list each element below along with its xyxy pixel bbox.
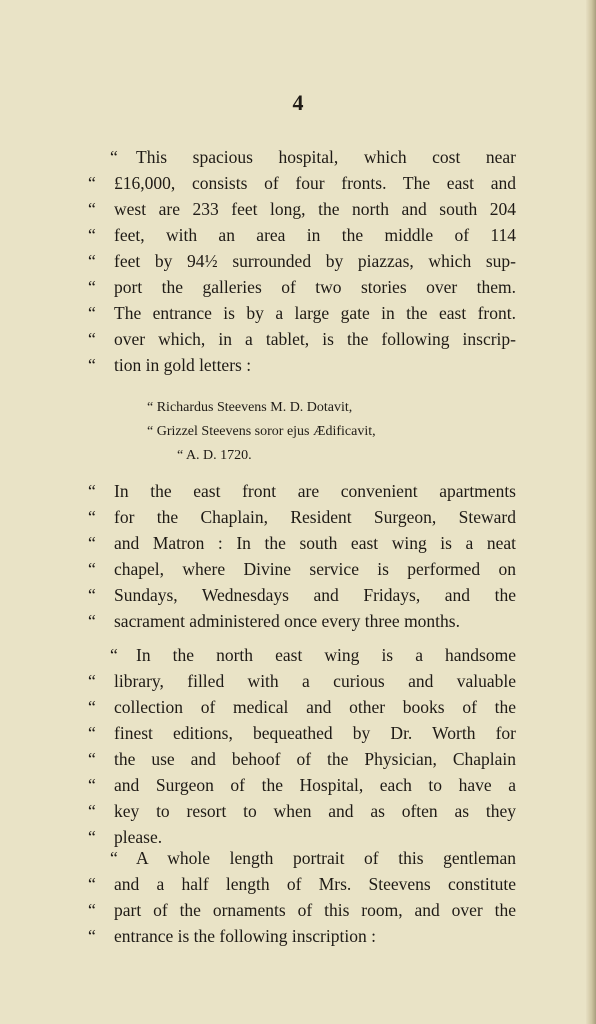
quotation-mark: “ bbox=[88, 723, 96, 743]
quotation-mark: “ bbox=[88, 611, 96, 631]
paragraph-2-text: and Matron : In the south east wing is a neat bbox=[114, 533, 516, 553]
paragraph-3-text: finest editions, bequeathed by Dr. Worth for bbox=[114, 723, 516, 743]
paragraph-2-line bbox=[88, 530, 516, 556]
paragraph-1-text: port the galleries of two stories over them. bbox=[114, 277, 516, 297]
paragraph-2-text: for the Chaplain, Resident Surgeon, Steward bbox=[114, 507, 516, 527]
paragraph-3-text: collection of medical and other books of the bbox=[114, 697, 516, 717]
paragraph-3-text: library, filled with a curious and valuable bbox=[114, 671, 516, 691]
quotation-mark: “ bbox=[88, 173, 96, 193]
paragraph-1-text: feet by 94½ surrounded by piazzas, which sup- bbox=[114, 251, 516, 271]
paragraph-1-text: The entrance is by a large gate in the east front. bbox=[114, 303, 516, 323]
paragraph-2-line bbox=[88, 504, 516, 530]
paragraph-3-text: the use and behoof of the Physician, Chaplain bbox=[114, 749, 516, 769]
quotation-mark: “ bbox=[88, 585, 96, 605]
paragraph-4-text: entrance is the following inscription : bbox=[114, 926, 376, 946]
page-edge bbox=[586, 0, 596, 1024]
quotation-mark: “ bbox=[88, 199, 96, 219]
paragraph-1-text: over which, in a tablet, is the following inscrip- bbox=[114, 329, 516, 349]
paragraph-2-line bbox=[88, 582, 516, 608]
paragraph-2-line bbox=[88, 608, 516, 634]
paragraph-1-text: £16,000, consists of four fronts. The east and bbox=[114, 173, 516, 193]
paragraph-3-line bbox=[88, 720, 516, 746]
quotation-mark: “ bbox=[88, 277, 96, 297]
inscription-line: “ Richardus Steevens M. D. Dotavit, bbox=[147, 400, 353, 415]
quotation-mark: “ bbox=[88, 801, 96, 821]
quotation-mark: “ bbox=[88, 775, 96, 795]
quotation-mark: “ bbox=[88, 827, 96, 847]
quotation-mark: “ bbox=[88, 329, 96, 349]
paragraph-2-text: chapel, where Divine service is performed on bbox=[114, 559, 516, 579]
paragraph-3-line bbox=[88, 772, 516, 798]
paragraph-3-line bbox=[88, 668, 516, 694]
paragraph-4-line bbox=[88, 845, 516, 871]
paragraph-1-line bbox=[88, 248, 516, 274]
paragraph-3-text: please. bbox=[114, 827, 163, 847]
quotation-mark: “ bbox=[88, 533, 96, 553]
paragraph-4-text: and a half length of Mrs. Steevens constitute bbox=[114, 874, 516, 894]
quotation-mark: “ bbox=[88, 671, 96, 691]
quotation-mark: “ bbox=[88, 900, 96, 920]
paragraph-2-line bbox=[88, 478, 516, 504]
paragraph-2-text: In the east front are convenient apartments bbox=[114, 481, 516, 501]
paragraph-2-text: sacrament administered once every three months. bbox=[114, 611, 460, 631]
paragraph-1-text: feet, with an area in the middle of 114 bbox=[114, 225, 516, 245]
quotation-mark: “ bbox=[88, 697, 96, 717]
paragraph-3-line bbox=[88, 798, 516, 824]
quotation-mark: “ bbox=[88, 874, 96, 894]
quotation-mark: “ bbox=[88, 507, 96, 527]
quotation-mark: “ bbox=[88, 481, 96, 501]
paragraph-2-text: Sundays, Wednesdays and Fridays, and the bbox=[114, 585, 516, 605]
paragraph-3-line bbox=[88, 746, 516, 772]
quotation-mark: “ bbox=[110, 848, 118, 868]
page-number: 4 bbox=[292, 90, 304, 115]
quotation-mark: “ bbox=[88, 251, 96, 271]
quotation-mark: “ bbox=[110, 147, 118, 167]
paragraph-1-line bbox=[88, 222, 516, 248]
paragraph-4-line bbox=[88, 923, 516, 949]
paragraph-3-text: and Surgeon of the Hospital, each to have a bbox=[114, 775, 516, 795]
paragraph-3-line bbox=[88, 694, 516, 720]
paragraph-3-text: In the north east wing is a handsome bbox=[136, 645, 516, 665]
quotation-mark: “ bbox=[110, 645, 118, 665]
paragraph-4-text: part of the ornaments of this room, and over the bbox=[114, 900, 516, 920]
paragraph-1-text: west are 233 feet long, the north and south 204 bbox=[114, 199, 516, 219]
paragraph-1-line bbox=[88, 274, 516, 300]
paragraph-1-text: This spacious hospital, which cost near bbox=[136, 147, 516, 167]
quotation-mark: “ bbox=[88, 225, 96, 245]
quotation-mark: “ bbox=[88, 303, 96, 323]
paragraph-1-line bbox=[88, 326, 516, 352]
paragraph-4-line bbox=[88, 871, 516, 897]
quotation-mark: “ bbox=[88, 559, 96, 579]
paragraph-3-line bbox=[88, 642, 516, 668]
paragraph-1-line bbox=[88, 144, 516, 170]
inscription-line: “ A. D. 1720. bbox=[177, 448, 252, 463]
paragraph-1-line bbox=[88, 196, 516, 222]
inscription-line: “ Grizzel Steevens soror ejus Ædificavit, bbox=[147, 424, 376, 439]
quotation-mark: “ bbox=[88, 355, 96, 375]
paragraph-1-line bbox=[88, 170, 516, 196]
paragraph-1-text: tion in gold letters : bbox=[114, 355, 252, 375]
paragraph-1-line bbox=[88, 352, 516, 378]
quotation-mark: “ bbox=[88, 749, 96, 769]
paragraph-2-line bbox=[88, 556, 516, 582]
paragraph-4-line bbox=[88, 897, 516, 923]
paragraph-3-text: key to resort to when and as often as they bbox=[114, 801, 516, 821]
paragraph-4-text: A whole length portrait of this gentleman bbox=[136, 848, 516, 868]
quotation-mark: “ bbox=[88, 926, 96, 946]
paragraph-1-line bbox=[88, 300, 516, 326]
